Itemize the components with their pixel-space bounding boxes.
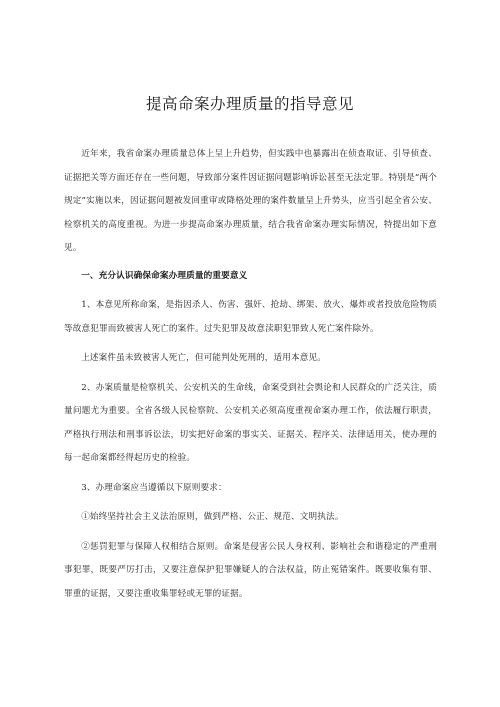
document-body — [64, 143, 437, 612]
paragraph-2: 2、办案质量是检察机关、公安机关的生命线，命案受到社会舆论和人民群众的广泛关注，质量问题尤为重要。全省各级人民检察院、公安机关必须高度重视命案办理工作，依法履行职责，严格执行刑法和刑事诉讼法，切实把好命案的事实关、证据关、程序关、法律适用关，使办理的每一起命案都经得起历史的检验。 — [64, 382, 437, 463]
paragraph-3b: ②惩罚犯罪与保障人权相结合原则。命案是侵害公民人身权利、影响社会和谐稳定的严重刑事犯罪，既要严厉打击，又要注意保护犯罪嫌疑人的合法权益，防止冤错案件。既要收集有罪、罪重的证据，又要注重收集罪轻或无罪的证据。 — [64, 541, 437, 599]
paragraph-1b: 上述案件虽未致被害人死亡，但可能判处死刑的，适用本意见。 — [81, 353, 327, 363]
section-heading: 一、充分认识确保命案办理质量的重要意义 — [81, 270, 248, 281]
paragraph-3: 3、办理命案应当遵循以下原则要求： — [81, 482, 227, 493]
intro-paragraph: 近年来，我省命案办理质量总体上呈上升趋势，但实践中也暴露出在侦查取证、引导侦查、证据把关等方面还存在一些问题，导致部分案件因证据问题影响诉讼甚至无法定罪。特别是“两个规定”实施以来，因证据问题被发回重审或降格处理的案件数量呈上升势头，应当引起全省公安、检察机关的高度重视。为进一步提高命案办理质量，结合我省命案办理实际情况，特提出如下意见。 — [64, 149, 437, 253]
paragraph-1: 1、本意见所称命案，是指因杀人、伤害、强奸、抢劫、绑架、放火、爆炸或者投放危险物质等故意犯罪而致被害人死亡的案件。过失犯罪及故意渎职犯罪致人死亡案件除外。 — [64, 300, 437, 334]
paragraph-3a: ①始终坚持社会主义法治原则，做到严格、公正、规范、文明执法。 — [81, 512, 344, 522]
document-title: 提高命案办理质量的指导意见 — [145, 95, 354, 113]
